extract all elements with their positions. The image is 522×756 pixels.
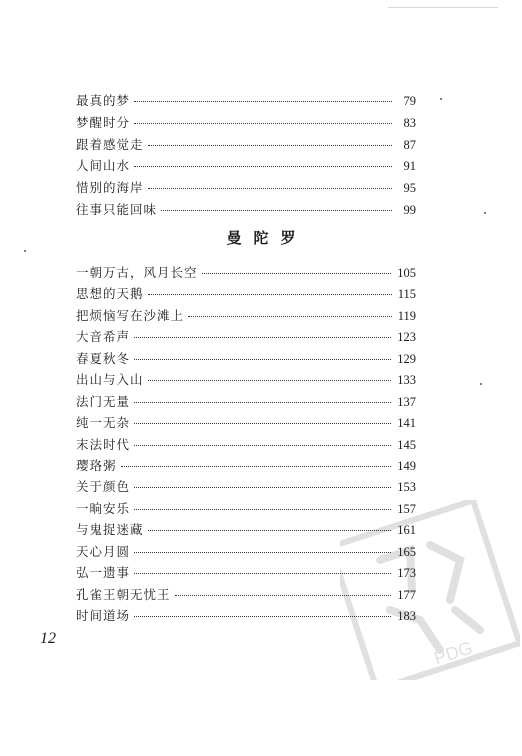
toc-entry-page: 79 — [403, 94, 416, 108]
scan-speck — [24, 250, 26, 252]
toc-entry-title: 大音希声 — [76, 329, 131, 345]
toc-entry-title: 纯一无杂 — [76, 415, 131, 431]
toc-entry-page: 177 — [397, 587, 416, 602]
dot-leader — [134, 423, 391, 424]
toc-entry-page: 91 — [403, 159, 416, 174]
toc-entry-title: 往事只能回味 — [76, 201, 158, 217]
toc-entry-title: 把烦恼写在沙滩上 — [76, 307, 185, 323]
toc-entry — [76, 326, 416, 347]
dot-leader — [134, 337, 391, 338]
toc-entry-page: 129 — [397, 351, 416, 366]
dot-leader — [134, 101, 392, 102]
toc-entry — [76, 348, 416, 369]
toc-entry — [76, 434, 416, 455]
toc-entry — [76, 199, 416, 221]
toc-entry-page: 119 — [397, 308, 416, 323]
scan-speck — [484, 212, 486, 214]
library-stamp-watermark — [340, 500, 520, 680]
toc-entry-title: 春夏秋冬 — [76, 350, 131, 366]
toc-entry-title: 弘一遗事 — [76, 565, 131, 581]
toc-entry — [76, 391, 416, 412]
page-number: 12 — [40, 630, 56, 647]
toc-entry-title: 时间道场 — [76, 608, 131, 623]
toc-entry-page: 161 — [397, 523, 416, 538]
toc-entry-title: 关于颜色 — [76, 479, 131, 495]
dot-leader — [161, 210, 392, 211]
dot-leader — [134, 487, 391, 488]
toc-entry-title: 一朝万古，风月长空 — [76, 265, 198, 280]
toc-entry-page: 115 — [397, 287, 416, 302]
toc-entry — [76, 455, 416, 476]
scan-speck — [480, 383, 482, 385]
toc-entry-title: 孔雀王朝无忧王 — [76, 586, 171, 602]
toc-entry-title: 人间山水 — [76, 158, 131, 174]
toc-entry-title: 与鬼捉迷藏 — [76, 522, 144, 538]
toc-entry-page: 165 — [397, 544, 416, 559]
dot-leader — [202, 273, 392, 274]
dot-leader — [148, 188, 392, 189]
toc-entry — [76, 134, 416, 156]
dot-leader — [134, 402, 391, 403]
toc-entry-page: 173 — [397, 566, 416, 581]
toc-entry-title: 璎珞粥 — [76, 457, 117, 473]
toc-entry — [76, 90, 416, 112]
toc-entry-title: 跟着感觉走 — [76, 136, 144, 152]
toc-entry — [76, 177, 416, 199]
dot-leader — [188, 316, 392, 317]
toc-entry — [76, 412, 416, 433]
toc-entry — [76, 112, 416, 134]
toc-entry-title: 末法时代 — [76, 436, 131, 452]
toc-entry-title: 一晌安乐 — [76, 500, 131, 516]
section-heading: 曼陀罗 — [226, 229, 308, 247]
toc-entry-page: 123 — [397, 330, 416, 345]
toc-entry-page: 99 — [403, 202, 416, 217]
dot-leader — [148, 380, 392, 381]
toc-entry — [76, 369, 416, 390]
toc-entry-page: 157 — [397, 501, 416, 516]
toc-entry-title: 惜别的海岸 — [76, 180, 144, 196]
dot-leader — [134, 123, 392, 124]
toc-entry-page: 95 — [403, 181, 416, 196]
dot-leader — [134, 166, 392, 167]
toc-entry-page: 137 — [397, 394, 416, 409]
toc-entry-page: 145 — [397, 437, 416, 452]
toc-entry-page: 141 — [397, 416, 416, 431]
toc-entry-page: 183 — [397, 609, 416, 623]
toc-entry-page: 105 — [397, 266, 416, 280]
page-edge-line — [388, 7, 498, 8]
dot-leader — [134, 359, 391, 360]
toc-entry-page: 83 — [403, 115, 416, 130]
toc-entry-title: 思想的天鹅 — [76, 286, 144, 302]
toc-entry-title: 梦醒时分 — [76, 114, 131, 130]
dot-leader — [148, 145, 392, 146]
toc-entry-title: 法门无量 — [76, 393, 131, 409]
toc-entry-title: 出山与入山 — [76, 372, 144, 388]
toc-entry-title: 天心月圆 — [76, 543, 131, 559]
toc-entry-page: 133 — [397, 373, 416, 388]
toc-entry-page: 149 — [397, 458, 416, 473]
toc-list-part1 — [76, 90, 416, 221]
dot-leader — [134, 445, 391, 446]
toc-entry — [76, 262, 416, 283]
toc-entry — [76, 155, 416, 177]
toc-entry-title: 最真的梦 — [76, 93, 131, 108]
toc-entry — [76, 305, 416, 326]
toc-entry — [76, 283, 416, 304]
dot-leader — [121, 466, 392, 467]
watermark-text: PDG — [431, 637, 475, 669]
toc-entry-page: 87 — [403, 137, 416, 152]
scan-speck — [440, 98, 442, 100]
dot-leader — [148, 294, 392, 295]
toc-entry — [76, 476, 416, 497]
toc-entry-page: 153 — [397, 480, 416, 495]
